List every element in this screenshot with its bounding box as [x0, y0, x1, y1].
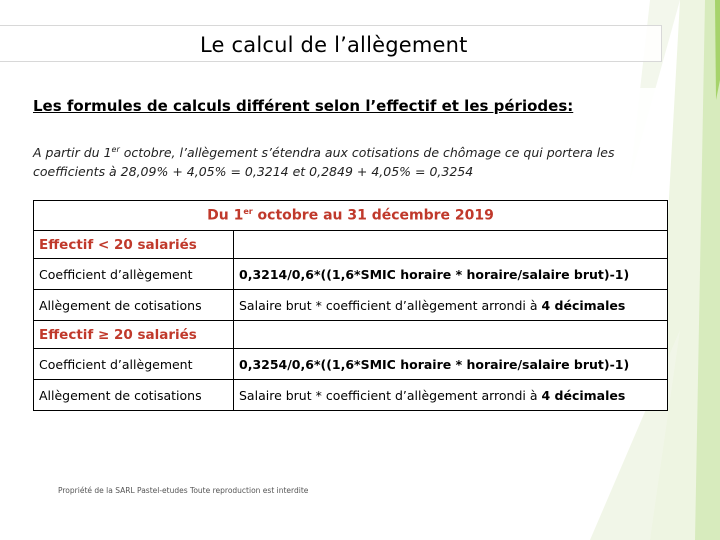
row-value-allegement [234, 290, 668, 321]
slide-subtitle: Les formules de calculs différent selon l’effectif et les périodes: [33, 97, 574, 115]
intro-text-start: A partir du 1 [33, 145, 112, 161]
period-header [34, 201, 668, 231]
row-value-coefficient-formula: 0,3254/0,6*((1,6*SMIC horaire * horaire/salaire brut)-1) [234, 349, 668, 380]
allegement-text: Salaire brut * coefficient d’allègement arrondi à [239, 297, 542, 313]
row-value-allegement [234, 380, 668, 411]
row-value-coefficient-formula: 0,3214/0,6*((1,6*SMIC horaire * horaire/salaire brut)-1) [234, 259, 668, 290]
group-label-20-plus: Effectif ≥ 20 salariés [34, 321, 234, 349]
period-superscript: er [243, 207, 253, 217]
group-label-under-20: Effectif < 20 salariés [34, 231, 234, 259]
calculation-table [33, 200, 668, 411]
row-label-allegement: Allègement de cotisations [34, 290, 234, 321]
allegement-text: Salaire brut * coefficient d’allègement arrondi à [239, 387, 542, 403]
period-text-rest: octobre au 31 décembre 2019 [252, 207, 494, 224]
row-label-allegement: Allègement de cotisations [34, 380, 234, 411]
period-text-start: Du 1 [207, 207, 244, 224]
allegement-precision: 4 décimales [541, 297, 626, 313]
allegement-precision: 4 décimales [541, 387, 626, 403]
intro-paragraph [33, 140, 643, 181]
slide-title: Le calcul de l’allègement [200, 33, 468, 57]
group-empty-cell [234, 321, 668, 349]
copyright-footer: Propriété de la SARL Pastel-etudes Toute reproduction est interdite [58, 486, 309, 495]
intro-text-rest: octobre, l’allègement s’étendra aux cotisations de chômage ce qui portera les coefficients à 28,09% + 4,05% = 0,3214 et 0,2849 + 4,05% = 0,3254 [33, 145, 615, 180]
intro-superscript: er [111, 145, 120, 154]
group-empty-cell [234, 231, 668, 259]
row-label-coefficient: Coefficient d’allègement [34, 259, 234, 290]
row-label-coefficient: Coefficient d’allègement [34, 349, 234, 380]
